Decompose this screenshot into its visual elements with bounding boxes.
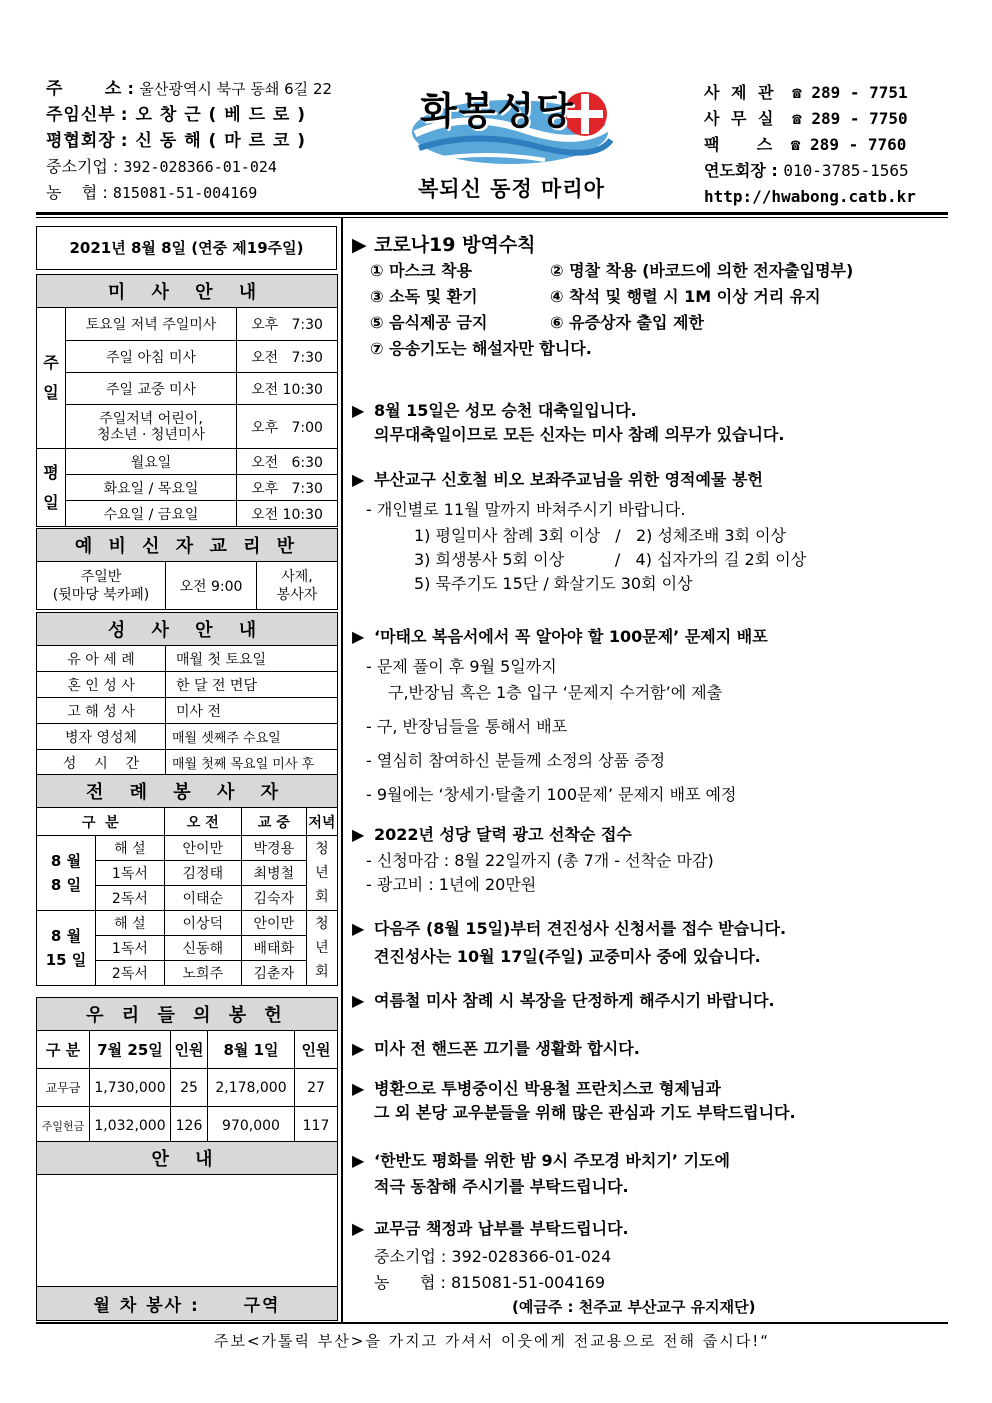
announcements [352, 230, 948, 362]
servers-header: 저녁 [306, 808, 337, 836]
triangle-bullet-icon: ▶ [352, 1151, 365, 1170]
server-role: 2독서 [96, 886, 165, 911]
triangle-bullet-icon: ▶ [352, 234, 367, 256]
triangle-bullet-icon: ▶ [352, 1039, 365, 1058]
phone-item: ▶ 미사 전 핸드폰 끄기를 생활화 합시다. [352, 1039, 640, 1058]
sacrament-name: 유 아 세 례 [37, 646, 166, 672]
sacrament-name: 병자 영성체 [37, 724, 166, 750]
footer-rule [36, 1322, 948, 1324]
server-name: 이상덕 [164, 911, 241, 936]
notice-title: 안 내 [37, 1142, 338, 1175]
column-divider [341, 218, 343, 1322]
patron-name: 복되신 동정 마리아 [418, 177, 605, 201]
server-role: 해 설 [96, 911, 165, 936]
dress-item: ▶ 여름철 미사 참례 시 복장을 단정하게 해주시기 바랍니다. [352, 991, 775, 1010]
server-name: 김숙자 [241, 886, 306, 911]
mass-name: 수요일 / 금요일 [66, 501, 237, 527]
server-name: 노희주 [164, 961, 241, 986]
website-link[interactable]: http://hwabong.catb.kr [704, 187, 916, 206]
triangle-bullet-icon: ▶ [352, 919, 365, 938]
triangle-bullet-icon: ▶ [352, 825, 365, 844]
offering-header: 7월 25일 [90, 1031, 171, 1069]
header-rule [36, 212, 948, 215]
header-rule-thin [36, 217, 948, 218]
bank2-row: 농 협 : 815081-51-004169 [46, 183, 258, 202]
offering-header: 구 분 [37, 1031, 90, 1069]
header-info [46, 76, 346, 206]
server-name: 신동해 [164, 936, 241, 961]
council-name: 신 동 해 ( 마 르 코 ) [135, 131, 307, 151]
mass-time: 오후 7:30 [237, 475, 338, 501]
mass-time: 오후 7:30 [237, 308, 338, 341]
mass-name: 주일저녁 어린이, 청소년 · 청년미사 [66, 405, 237, 449]
catechumen-class: 주일반 (뒷마당 북카페) [37, 562, 166, 610]
server-evening: 청 년 회 [306, 911, 337, 986]
bishop-item: ▶ 부산교구 신호철 비오 보좌주교님을 위한 영적예물 봉헌 - 개인별로 11월 말까지 바쳐주시기 바랍니다. 1) 평일미사 참례 3회 이상 / 2) 성체조배 3회 이상 3) 희생봉사 5회 이상 / 4) 십자가의 길 2회 이상 5) 묵주기도 15단 / 화살기도 30회 이상 [352, 470, 807, 593]
server-name: 김정태 [164, 861, 241, 886]
mass-time: 오전 10:30 [237, 501, 338, 527]
monthly-service-value: 구역 [243, 1296, 281, 1316]
server-name: 배태화 [241, 936, 306, 961]
rectory-row: 사 제 관 ☎ 289 - 7751 [704, 83, 908, 102]
offering-header: 인원 [295, 1031, 338, 1069]
peace-prayer-item: ▶ ‘한반도 평화를 위한 밤 9시 주모경 바치기’ 기도에 적극 동참해 주시기를 부탁드립니다. [352, 1151, 730, 1196]
catechumen-title: 예 비 신 자 교 리 반 [37, 529, 338, 562]
triangle-bullet-icon: ▶ [352, 1079, 365, 1098]
sacrament-name: 고 해 성 사 [37, 698, 166, 724]
server-role: 2독서 [96, 961, 165, 986]
notice-body [37, 1175, 338, 1287]
server-name: 최병철 [241, 861, 306, 886]
mass-table [36, 274, 338, 527]
sacrament-table [36, 612, 338, 776]
website-row [704, 184, 954, 210]
mass-name: 주일 교중 미사 [66, 373, 237, 405]
offering-amount: 970,000 [208, 1107, 295, 1145]
server-name: 김춘자 [241, 961, 306, 986]
server-name: 박경용 [241, 836, 306, 861]
triangle-bullet-icon: ▶ [352, 401, 365, 420]
servers-date: 8 월 15 일 [37, 911, 96, 986]
catechumen-teacher: 사제, 봉사자 [257, 562, 338, 610]
server-name: 안이만 [241, 911, 306, 936]
server-name: 이태순 [164, 886, 241, 911]
catechumen-table [36, 528, 338, 610]
sacrament-when: 매월 첫 토요일 [166, 646, 338, 672]
bank1-row: 중소기업 : 392-028366-01-024 [46, 157, 277, 176]
server-evening: 청 년 회 [306, 836, 337, 911]
footer-text: 주보<가톨릭 부산>을 가지고 가셔서 이웃에게 전교용으로 전해 줍시다!“ [213, 1332, 771, 1350]
server-name: 안이만 [164, 836, 241, 861]
contact-info [704, 80, 954, 210]
address: 울산광역시 북구 동쇄 6길 22 [139, 80, 333, 98]
sacrament-when: 매월 첫째 목요일 미사 후 [166, 750, 338, 776]
weekday-label: 평 일 [37, 449, 66, 527]
sunday-label: 주 일 [37, 308, 66, 449]
address-row: 주 소 : 울산광역시 북구 동쇄 6길 22 [46, 79, 333, 99]
mass-time: 오전 10:30 [237, 373, 338, 405]
matthew-item: ▶ ‘마태오 복음서에서 꼭 알아야 할 100문제’ 문제지 배포 - 문제 풀이 후 9월 5일까지 구,반장님 혹은 1층 입구 ‘문제지 수거함’에 제출 - 구, 반장님들을 통해서 배포 - 열심히 참여하신 분들께 소정의 상품 증정 - 9월에는 ‘창세기·탈출기 100문제’ 문제지 배포 예정 [352, 627, 768, 804]
sacrament-when: 한 달 전 면담 [166, 672, 338, 698]
mass-time: 오전 6:30 [237, 449, 338, 475]
bank1-account: 392-028366-01-024 [123, 158, 277, 176]
mass-name: 주일 아침 미사 [66, 341, 237, 373]
dues-account: 815081-51-004169 [451, 1273, 606, 1292]
office-phone: ☎ 289 - 7750 [792, 109, 908, 128]
church-name: 화봉성당 [420, 88, 575, 133]
offering-table [36, 997, 338, 1145]
sacrament-title: 성 사 안 내 [37, 613, 338, 646]
offering-count: 126 [171, 1107, 208, 1145]
offering-type: 교무금 [37, 1069, 90, 1107]
youth-phone: 010-3785-1565 [783, 161, 909, 180]
covid-item: ▶ 코로나19 방역수칙 [352, 234, 536, 256]
server-role: 해 설 [96, 836, 165, 861]
offering-amount: 2,178,000 [208, 1069, 295, 1107]
servers-date: 8 월 8 일 [37, 836, 96, 911]
server-role: 1독서 [96, 861, 165, 886]
offering-header: 인원 [171, 1031, 208, 1069]
catechumen-time: 오전 9:00 [166, 562, 257, 610]
assumption-item: ▶ 8월 15일은 성모 승천 대축일입니다. 의무대축일이므로 모든 신자는 미사 참례 의무가 있습니다. [352, 401, 785, 444]
covid-rule-row: ③ 소독 및 환기 ④ 착석 및 행렬 시 1M 이상 거리 유지 [370, 287, 821, 306]
mass-time: 오후 7:00 [237, 405, 338, 449]
mass-title: 미 사 안 내 [37, 275, 338, 308]
date-line: 2021년 8월 8일 (연중 제19주일) [69, 239, 304, 257]
notice-table [36, 1141, 338, 1321]
date-line-box [36, 226, 337, 270]
offering-header: 8월 1일 [208, 1031, 295, 1069]
sacrament-name: 성 시 간 [37, 750, 166, 776]
server-role: 1독서 [96, 936, 165, 961]
covid-rule-row: ⑦ 응송기도는 해설자만 합니다. [370, 339, 592, 358]
covid-rules [352, 258, 948, 362]
fax-phone: ☎ 289 - 7760 [790, 135, 907, 154]
mass-name: 월요일 [66, 449, 237, 475]
priest-row: 주임신부 : 오 창 근 ( 베 드 로 ) [46, 105, 307, 125]
calendar-item: ▶ 2022년 성당 달력 광고 선착순 접수 - 신청마감 : 8월 22일까지 (총 7개 - 선착순 마감) - 광고비 : 1년에 20만원 [352, 825, 714, 894]
offering-count: 27 [295, 1069, 338, 1107]
confirmation-item: ▶ 다음주 (8월 15일)부터 견진성사 신청서를 접수 받습니다. 견진성사는 10월 17일(주일) 교중미사 중에 있습니다. [352, 919, 787, 966]
sacrament-name: 혼 인 성 사 [37, 672, 166, 698]
offering-title: 우 리 들 의 봉 헌 [37, 998, 338, 1031]
servers-title: 전 례 봉 사 자 [37, 775, 338, 808]
triangle-bullet-icon: ▶ [352, 627, 365, 646]
offering-count: 25 [171, 1069, 208, 1107]
mass-time: 오전 7:30 [237, 341, 338, 373]
fax-row: 팩 스 ☎ 289 - 7760 [704, 135, 907, 154]
youth-row: 연도회장 : 010-3785-1565 [704, 161, 909, 180]
sick-prayer-item: ▶ 병환으로 투병중이신 박용철 프란치스코 형제님과 그 외 본당 교우분들을 위해 많은 관심과 기도 부탁드립니다. [352, 1079, 796, 1122]
servers-header: 교 중 [241, 808, 306, 836]
offering-count: 117 [295, 1107, 338, 1145]
dues-item: ▶ 교무금 책정과 납부를 부탁드립니다. 중소기업 : 392-028366-01-024 농 협 : 815081-51-004169 (예금주 : 천주교 부산교구 유지재단) [352, 1219, 756, 1316]
triangle-bullet-icon: ▶ [352, 991, 365, 1010]
council-row: 평협회장 : 신 동 해 ( 마 르 코 ) [46, 131, 307, 151]
dues-account: 392-028366-01-024 [451, 1247, 612, 1266]
mass-name: 토요일 저녁 주일미사 [66, 308, 237, 341]
office-row: 사 무 실 ☎ 289 - 7750 [704, 109, 908, 128]
covid-rule-row: ① 마스크 착용 ② 명찰 착용 (바코드에 의한 전자출입명부) [370, 261, 854, 280]
servers-header: 오 전 [164, 808, 241, 836]
triangle-bullet-icon: ▶ [352, 470, 365, 489]
offering-amount: 1,730,000 [90, 1069, 171, 1107]
covid-rule-row: ⑤ 음식제공 금지 ⑥ 유증상자 출입 제한 [370, 313, 704, 332]
sacrament-when: 미사 전 [166, 698, 338, 724]
triangle-bullet-icon: ▶ [352, 1219, 365, 1238]
monthly-service: 월 차 봉사 : 구역 [37, 1287, 338, 1321]
servers-header: 구 분 [37, 808, 165, 836]
bank2-account: 815081-51-004169 [112, 184, 258, 202]
offering-type: 주일헌금 [37, 1107, 90, 1145]
dues-owner: (예금주 : 천주교 부산교구 유지재단) [512, 1298, 756, 1316]
priest-name: 오 창 근 ( 베 드 로 ) [135, 105, 307, 125]
servers-table [36, 774, 338, 986]
rectory-phone: ☎ 289 - 7751 [792, 83, 908, 102]
offering-amount: 1,032,000 [90, 1107, 171, 1145]
sacrament-when: 매월 셋째주 수요일 [166, 724, 338, 750]
mass-name: 화요일 / 목요일 [66, 475, 237, 501]
